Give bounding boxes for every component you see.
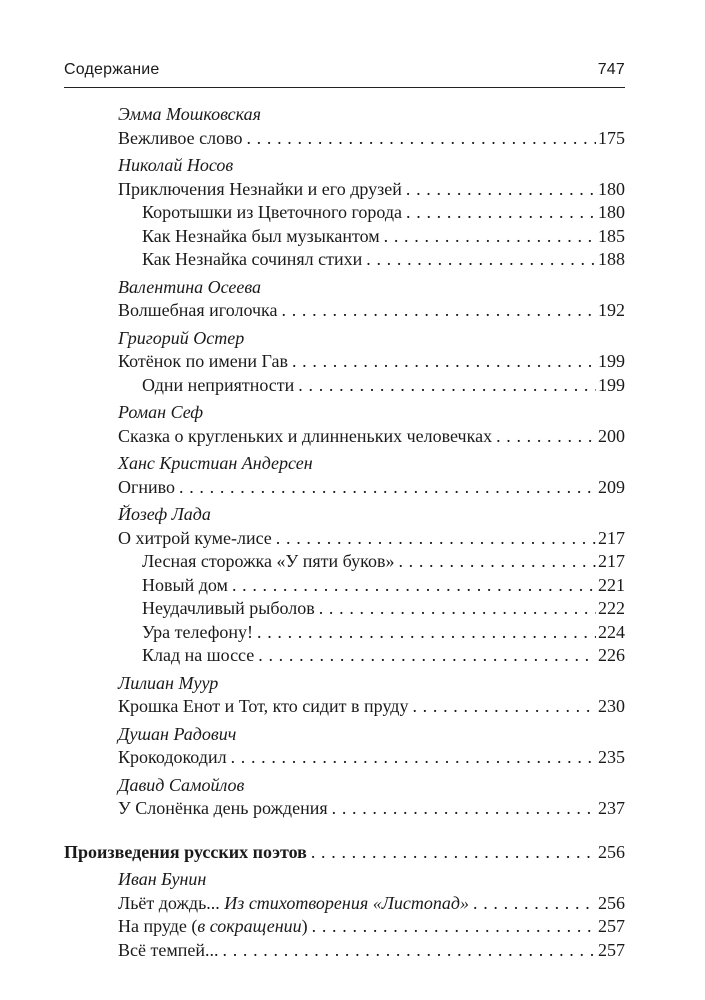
dot-leader [258,644,596,668]
dot-leader [223,939,597,963]
toc-entry-title-text: Новый дом [142,574,228,595]
toc-section-group [64,821,625,865]
toc-page-number: 180 [598,178,625,199]
toc-entry-title [142,201,402,225]
toc-entry [64,527,625,551]
toc-entry-title-text: Котёнок по имени Гав [118,351,288,371]
toc-entry [64,797,625,821]
dot-leader [496,425,596,449]
toc-author: Лилиан Муур [118,672,219,693]
toc-entry-title [118,695,408,719]
toc-entry-title [142,644,254,668]
running-header-title: Содержание [64,61,160,78]
toc-entry-title [118,746,227,770]
toc-page-number: 199 [598,351,625,371]
toc-page-number: 192 [598,300,625,320]
toc-entry-title [118,939,219,963]
dot-leader [292,350,596,374]
toc-author-group [64,150,625,272]
dot-leader [366,248,596,272]
toc-entry-title [118,797,328,821]
toc-entry-title-text: Произведения русских поэтов [64,841,307,862]
toc-page-number: 256 [598,892,625,913]
dot-leader [473,892,596,916]
toc-author: Эмма Мошковская [118,104,261,124]
toc-page-number: 224 [598,621,625,642]
toc-entry-title-text: Крошка Енот и Тот, кто сидит в пруду [118,696,409,716]
toc-entry [64,644,625,668]
toc-page-number: 175 [598,127,625,148]
dot-leader [311,841,596,865]
dot-leader [232,574,596,598]
toc-entry-title [118,299,278,323]
toc-entry [64,550,625,574]
table-of-contents [64,103,625,962]
toc-entry-title-text: На пруде ( [118,916,198,936]
toc-entry-title-text: Ура телефону! [142,621,253,642]
running-header [64,61,625,87]
dot-leader [282,299,596,323]
toc-entry-title-text: Коротышки из Цветочного города [142,202,403,222]
toc-entry [64,178,625,202]
toc-entry-title-text: Неудачливый рыболов [142,598,315,618]
toc-entry-title-text: Клад на шоссе [142,645,255,665]
dot-leader [412,695,596,719]
dot-leader [231,746,596,770]
dot-leader [384,225,596,249]
toc-entry-title-text: Всё темпей... [118,939,219,960]
toc-entry [64,746,625,770]
dot-leader [319,597,596,621]
running-header-page-number: 747 [597,61,625,78]
toc-entry [64,892,625,916]
toc-entry [64,201,625,225]
toc-entry [64,248,625,272]
toc-entry-title [118,350,288,374]
toc-page-number: 200 [598,425,625,446]
toc-entry [64,939,625,963]
toc-page-number: 256 [598,841,625,862]
toc-page-number: 221 [598,574,625,595]
toc-entry-title-text: Сказка о кругленьких и длинненьких человечках [118,425,493,446]
toc-entry-title-text: Крокодокодил [118,747,227,767]
toc-author-group [64,864,625,962]
header-rule [64,87,625,88]
toc-author: Роман Сеф [118,402,204,422]
dot-leader [298,374,596,398]
toc-entry-title-text: Одни неприятности [142,374,295,395]
toc-author-group [64,272,625,323]
toc-author: Душан Радович [118,723,237,744]
toc-entry [64,915,625,939]
toc-entry-title-text: Приключения Незнайки и его друзей [118,178,402,199]
toc-entry-title-text: Волшебная иголочка [118,300,278,320]
toc-author-group [64,770,625,821]
toc-entry [64,299,625,323]
toc-page-number: 237 [598,798,625,818]
toc-page-number: 235 [598,747,625,767]
toc-entry-title-text: Льёт дождь... [118,892,220,913]
toc-page-number: 230 [598,696,625,716]
toc-entry-note: Из стихотворения «Листопад» [224,892,469,913]
toc-entry-title [64,841,307,865]
toc-author: Ханс Кристиан Андерсен [118,453,313,473]
toc-page-number: 188 [598,249,625,269]
toc-author: Валентина Осеева [118,276,262,297]
toc-entry [64,695,625,719]
toc-page-number: 185 [598,225,625,246]
toc-entry-title-tail: ) [301,916,308,936]
toc-author: Григорий Остер [118,327,245,348]
toc-page-number: 209 [598,476,625,497]
toc-entry-title [118,915,308,939]
toc-author-group [64,668,625,719]
toc-entry-title [118,892,469,916]
toc-entry-title [142,574,228,598]
toc-entry [64,374,625,398]
toc-entry-title-text: О хитрой куме-лисе [118,527,272,548]
toc-page-number: 217 [598,527,625,548]
toc-entry-title [142,621,253,645]
toc-section-entry [64,841,625,865]
toc-entry-title [118,127,242,151]
toc-page-number: 257 [598,939,625,960]
dot-leader [246,127,596,151]
dot-leader [332,797,596,821]
toc-author-group [64,323,625,398]
toc-author-group [64,499,625,668]
toc-entry [64,350,625,374]
toc-author: Йозеф Лада [118,504,211,524]
dot-leader [406,178,596,202]
toc-page-number: 199 [598,374,625,395]
toc-entry [64,127,625,151]
dot-leader [257,621,596,645]
toc-entry-title-text: У Слонёнка день рождения [118,798,328,818]
dot-leader [276,527,596,551]
toc-entry-note: в сокращении [197,916,302,936]
toc-entry [64,621,625,645]
toc-entry-title-text: Вежливое слово [118,127,243,148]
toc-entry-title [142,374,294,398]
toc-entry-title [142,550,394,574]
toc-entry-title [118,476,175,500]
toc-author: Иван Бунин [118,869,207,889]
dot-leader [398,550,596,574]
toc-entry [64,425,625,449]
toc-author: Давид Самойлов [118,774,245,795]
toc-entry [64,476,625,500]
toc-entry-title [142,248,362,272]
toc-entry-title-text: Огниво [118,476,176,497]
dot-leader [179,476,596,500]
toc-entry [64,225,625,249]
dot-leader [312,915,596,939]
toc-author-group [64,397,625,448]
dot-leader [406,201,596,225]
toc-page-number: 257 [598,916,625,936]
toc-entry-title [118,527,272,551]
toc-entry-title-text: Как Незнайка был музыкантом [142,225,380,246]
toc-author-group [64,103,625,150]
toc-entry-title [118,425,492,449]
toc-page-number: 180 [598,202,625,222]
toc-page-number: 226 [598,645,625,665]
toc-author-group [64,719,625,770]
toc-author: Николай Носов [118,155,234,175]
toc-entry-title [118,178,402,202]
toc-entry [64,597,625,621]
toc-author-group [64,448,625,499]
toc-page-number: 217 [598,551,625,571]
toc-entry-title-text: Лесная сторожка «У пяти буков» [142,551,395,571]
toc-entry-title [142,597,315,621]
toc-entry [64,574,625,598]
toc-entry-title [142,225,380,249]
toc-page-number: 222 [598,598,625,618]
toc-entry-title-text: Как Незнайка сочинял стихи [142,249,363,269]
